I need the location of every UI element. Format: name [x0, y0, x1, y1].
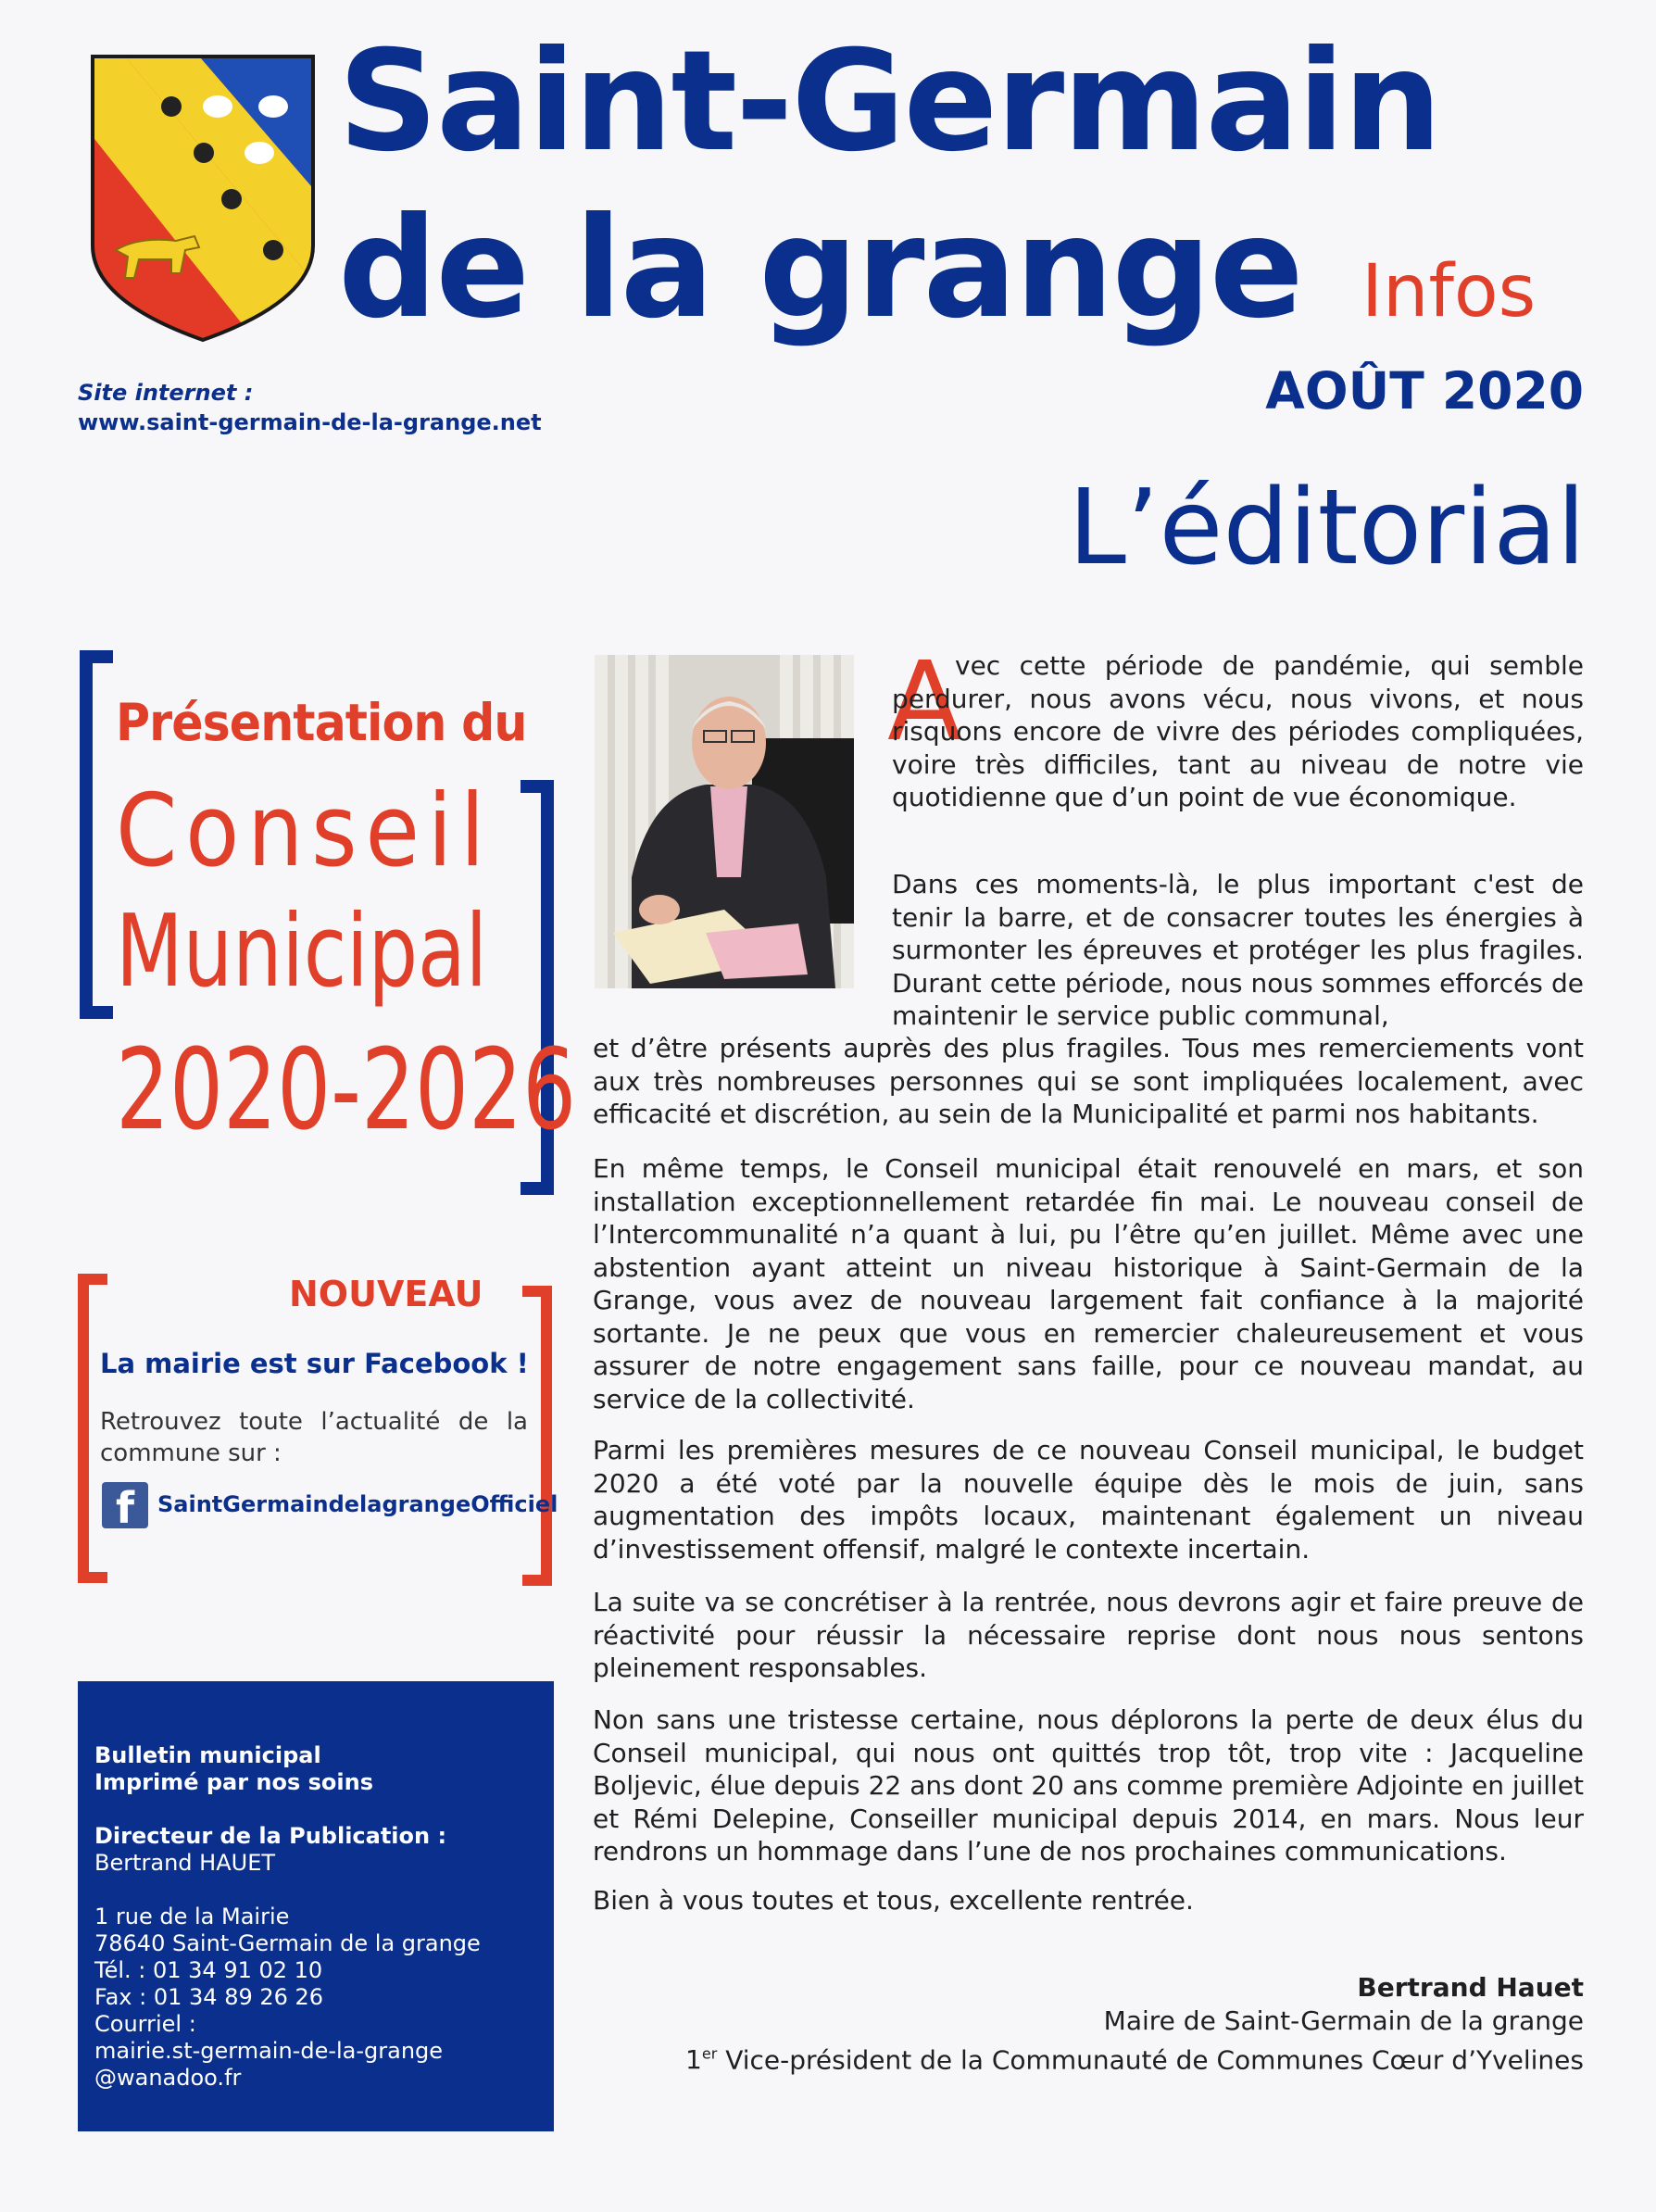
issue-date: AOÛT 2020	[1265, 361, 1584, 421]
address-line1: 1 rue de la Mairie	[94, 1904, 290, 1929]
ordinal-1er: 1er	[685, 2044, 718, 2076]
conseil-line2: Conseil	[116, 773, 494, 889]
fax: Fax : 01 34 89 26 26	[94, 1984, 324, 2010]
director-name: Bertrand HAUET	[94, 1850, 276, 1876]
email-label: Courriel :	[94, 2011, 196, 2037]
new-badge: NOUVEAU	[289, 1274, 483, 1314]
signature-role2	[685, 2038, 1584, 2077]
bulletin-line2: Imprimé par nos soins	[94, 1769, 373, 1795]
bulletin-line1: Bulletin municipal	[94, 1742, 321, 1768]
bulletin-info-box	[78, 1681, 554, 2131]
editorial-paragraph-7: Bien à vous toutes et tous, excellente rentrée.	[593, 1885, 1194, 1916]
website-label: Site internet :	[78, 380, 254, 406]
bracket-left	[80, 650, 113, 1019]
facebook-page-link[interactable]: SaintGermaindelagrangeOfficiel	[157, 1491, 558, 1517]
coat-of-arms-logo	[83, 51, 322, 346]
mayor-photo	[595, 655, 854, 988]
editorial-paragraph-6: Non sans une tristesse certaine, nous déplorons la perte de deux élus du Conseil municipal, qui nous ont quittés trop tôt, trop vite : Jacqueline Boljevic, élue depuis 22 ans dont 20 ans comme première Adjointe en juillet et Rémi Delepine, Conseiller municipal depuis 2014, en mars. Nous leur rendrons un hommage dans l’une de nos prochaines communications.	[593, 1704, 1584, 1866]
masthead-title-line2: de la grange	[338, 188, 1302, 349]
editorial-paragraph-2a: Dans ces moments-là, le plus important c'est de tenir la barre, et de consacrer toutes les énergies à surmonter les épreuves et protéger les plus fragiles. Durant cette période, nous nous sommes efforcés de maintenir le service public communal,	[892, 869, 1584, 1031]
editorial-paragraph-4: Parmi les premières mesures de ce nouveau Conseil municipal, le budget 2020 a été voté par la nouvelle équipe dès le mois de juin, sans augmentation des impôts locaux, maintenant également un niveau d’investissement offensif, malgré le contexte incertain.	[593, 1435, 1584, 1565]
signature-name: Bertrand Hauet	[1357, 1972, 1584, 2003]
editorial-paragraph-2b: et d’être présents auprès des plus fragiles. Tous mes remerciements vont aux très nombreuses personnes qui se sont impliquées localement, avec efficacité et discrétion, au sein de la Municipalité et parmi nos habitants.	[593, 1033, 1584, 1129]
masthead-title-line1: Saint-Germain	[338, 21, 1440, 182]
signature-role1: Maire de Saint-Germain de la grange	[1103, 2005, 1584, 2036]
address-line2: 78640 Saint-Germain de la grange	[94, 1930, 481, 1956]
facebook-body: Retrouvez toute l’actualité de la commune sur :	[100, 1408, 528, 1467]
editorial-paragraph-3: En même temps, le Conseil municipal était renouvelé en mars, et son installation exceptionnellement retardée fin mai. Le nouveau conseil de l’Intercommunalité n’a quant à lui, pu l’être qu’en juillet. Même avec une abstention ayant atteint un niveau historique à Saint-Germain de la Grange, vous avez de nouveau largement fait confiance à la majorité sortante. Je ne peux que vous en remercier chaleureusement et vous assurer de notre engagement sans faille, pour ce nouveau mandat, au service de la collectivité.	[593, 1153, 1584, 1414]
editorial-paragraph-1: vec cette période de pandémie, qui semble perdurer, nous avons vécu, nous vivons, et nous risquons encore de vivre des périodes compliquées, voire très difficiles, tant au niveau de notre vie quotidienne que d’un point de vue économique.	[892, 650, 1584, 812]
director-label: Directeur de la Publication :	[94, 1823, 447, 1849]
conseil-years: 2020-2026	[116, 1026, 577, 1155]
conseil-line1: Présentation du	[116, 693, 527, 752]
section-title: L’éditorial	[1068, 468, 1586, 588]
signature-block	[685, 1971, 1584, 2077]
signature-role2-text: Vice-président de la Communauté de Communes Cœur d’Yvelines	[717, 2044, 1584, 2076]
website-link[interactable]: www.saint-germain-de-la-grange.net	[78, 409, 542, 435]
facebook-icon[interactable]: f	[102, 1482, 148, 1528]
masthead-infos: Infos	[1361, 250, 1537, 333]
editorial-paragraph-5: La suite va se concrétiser à la rentrée, nous devrons agir et faire preuve de réactivité pour réussir la nécessaire reprise dont nous nous sentons pleinement responsables.	[593, 1587, 1584, 1683]
phone: Tél. : 01 34 91 02 10	[94, 1957, 323, 1983]
facebook-headline: La mairie est sur Facebook !	[100, 1348, 529, 1379]
drop-cap: A	[887, 637, 962, 765]
email-line2[interactable]: @wanadoo.fr	[94, 2065, 242, 2091]
conseil-line3: Municipal	[116, 894, 488, 1010]
email-line1[interactable]: mairie.st-germain-de-la-grange	[94, 2038, 444, 2064]
